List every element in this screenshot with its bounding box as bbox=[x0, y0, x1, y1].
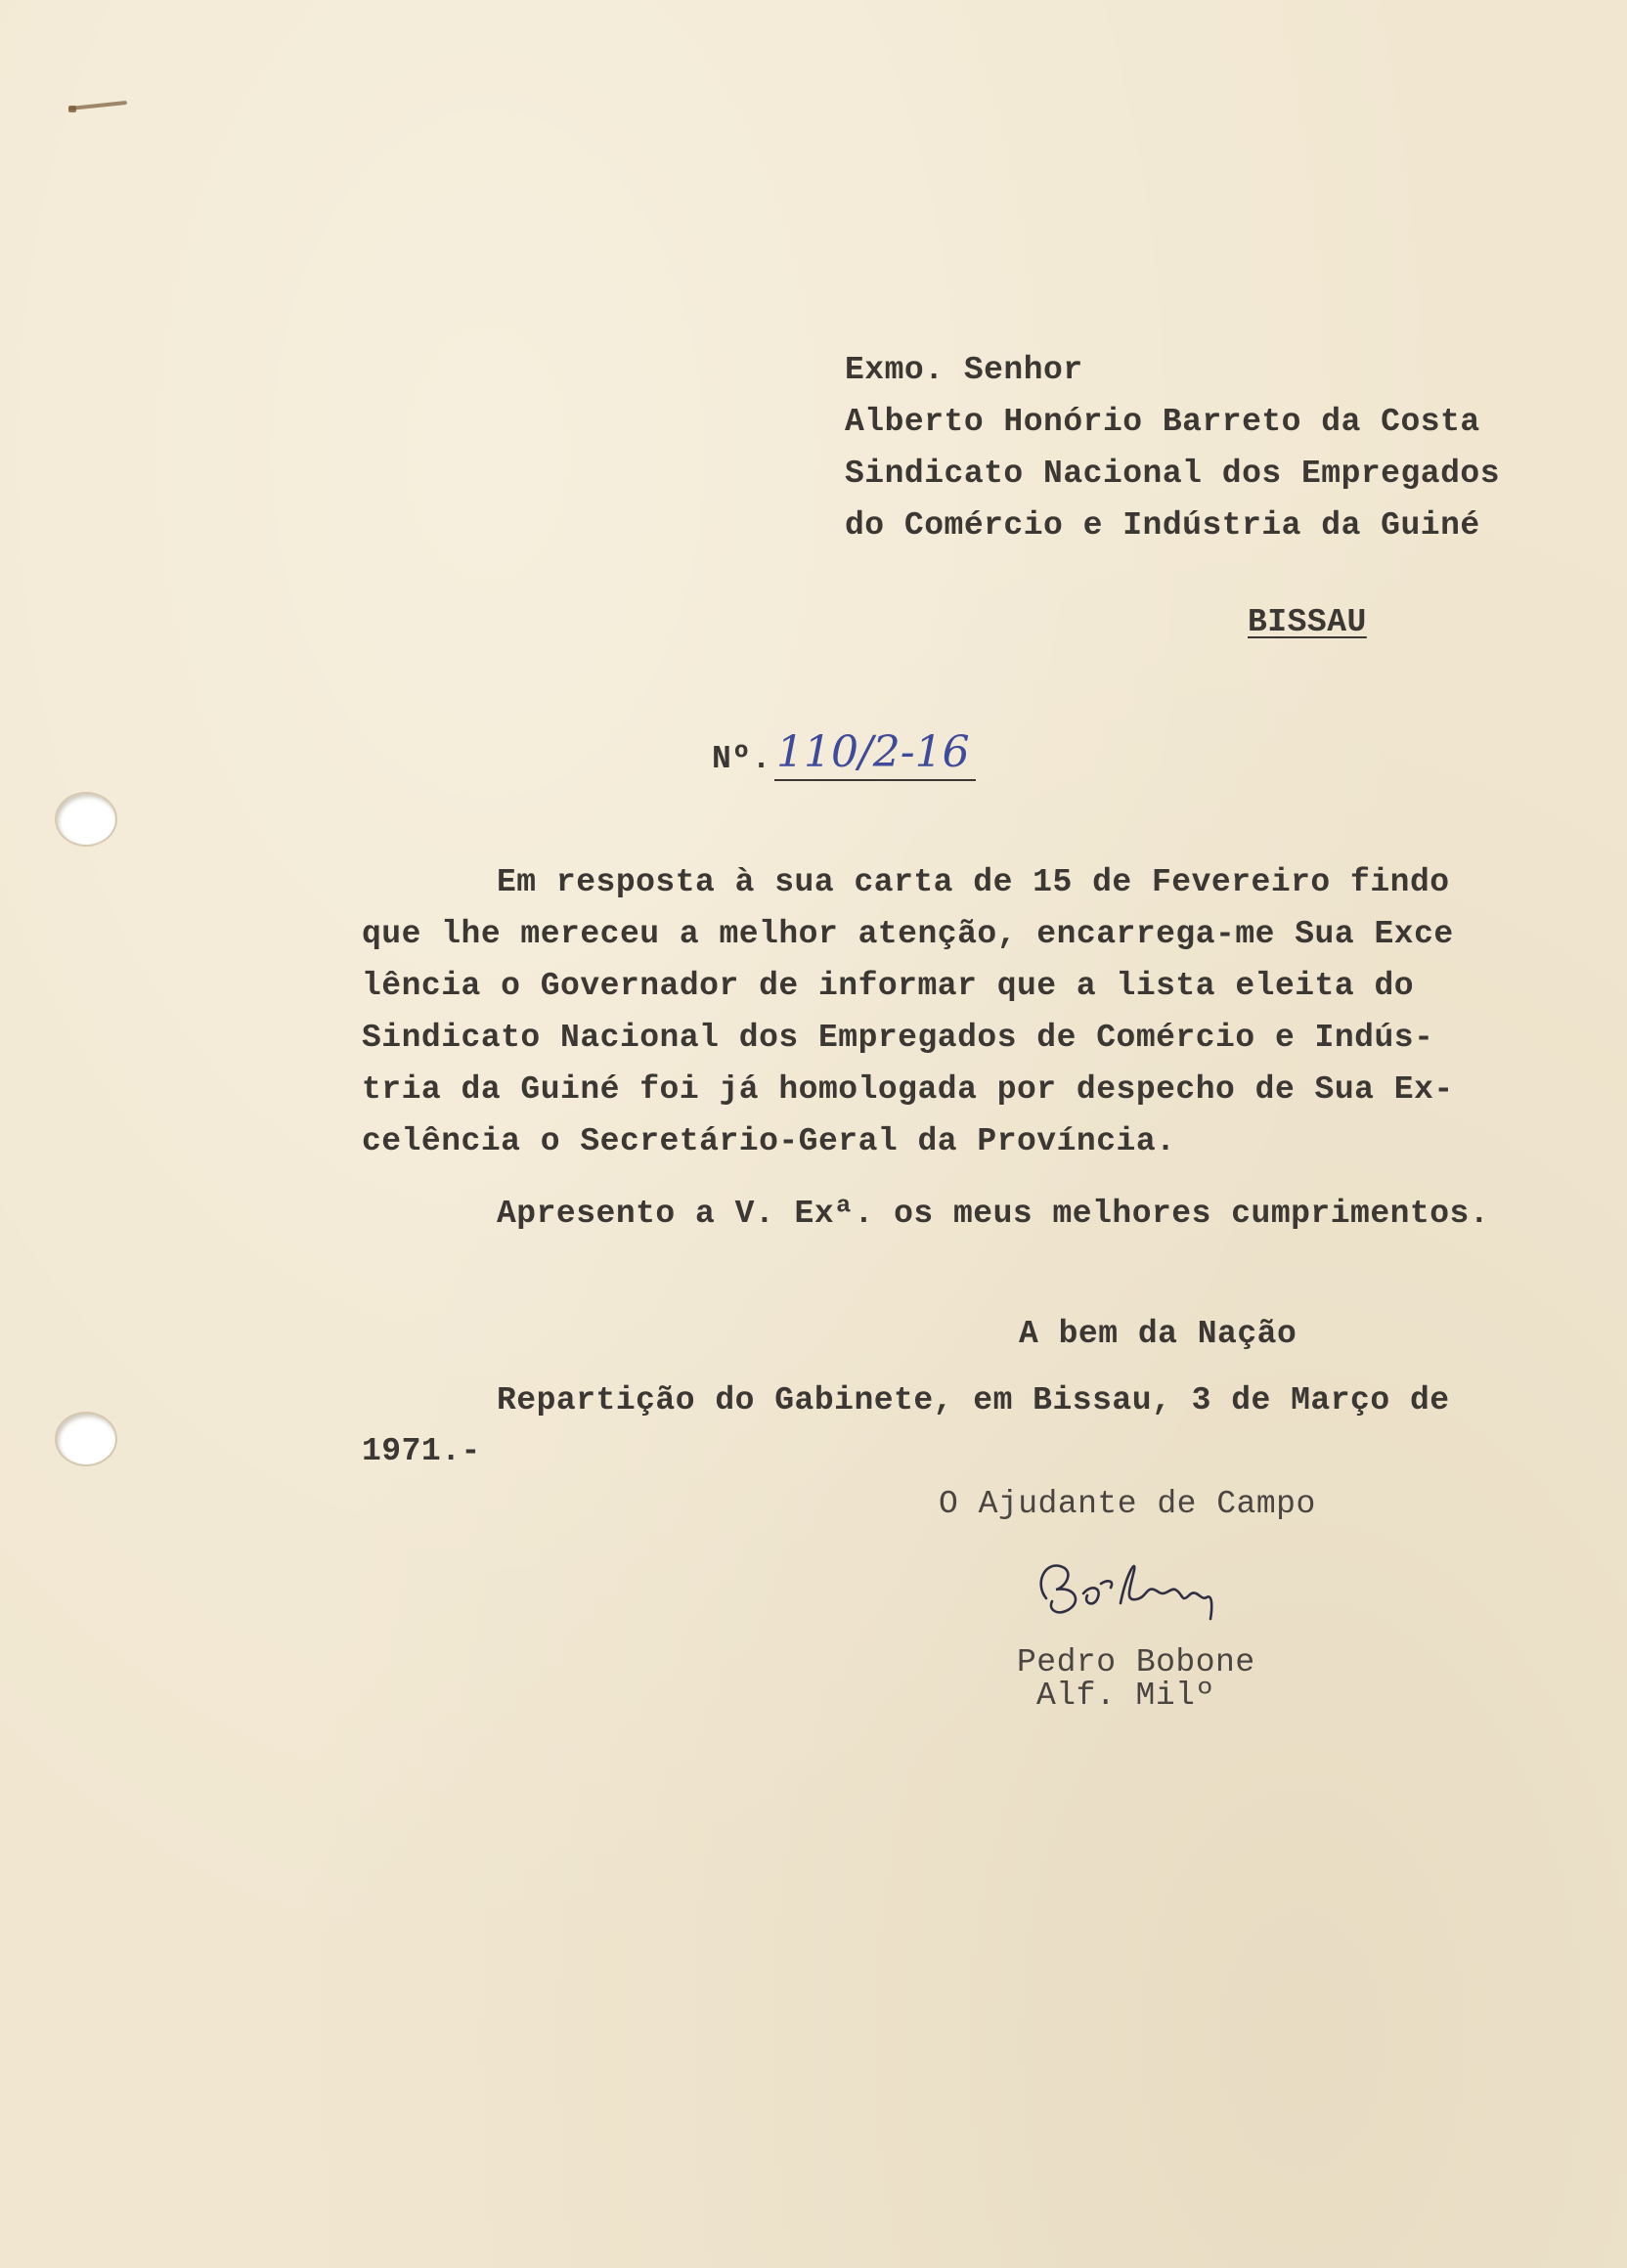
place-date-line1: Repartição do Gabinete, em Bissau, 3 de Março de bbox=[497, 1382, 1450, 1418]
stain-mark bbox=[68, 101, 127, 110]
punch-hole-bottom bbox=[57, 1414, 115, 1464]
signer-role: O Ajudante de Campo bbox=[939, 1486, 1316, 1522]
punch-hole-top bbox=[57, 794, 115, 845]
body-line: Sindicato Nacional dos Empregados de Comércio e Indús- bbox=[362, 1020, 1434, 1056]
body-line: lência o Governador de informar que a lista eleita do bbox=[362, 968, 1415, 1004]
recipient-org-line2: do Comércio e Indústria da Guiné bbox=[845, 507, 1480, 544]
recipient-org-line1: Sindicato Nacional dos Empregados bbox=[845, 456, 1501, 492]
body-closing-greeting: Apresento a V. Exª. os meus melhores cumprimentos. bbox=[497, 1196, 1490, 1232]
reference-number: 110/2-16 bbox=[774, 727, 976, 781]
reference-label: Nº. bbox=[712, 741, 771, 777]
recipient-name: Alberto Honório Barreto da Costa bbox=[845, 404, 1480, 440]
recipient-salutation: Exmo. Senhor bbox=[845, 352, 1083, 388]
handwritten-signature bbox=[1027, 1545, 1261, 1633]
recipient-city: BISSAU bbox=[1248, 604, 1367, 640]
body-line: celência o Secretário-Geral da Província. bbox=[362, 1123, 1176, 1159]
stain-mark bbox=[68, 106, 76, 112]
body-line: que lhe mereceu a melhor atenção, encarrega-me Sua Exce bbox=[362, 916, 1454, 952]
signer-name: Pedro Bobone bbox=[1017, 1644, 1255, 1680]
body-line: tria da Guiné foi já homologada por despecho de Sua Ex- bbox=[362, 1071, 1454, 1108]
place-date-line2: 1971.- bbox=[362, 1433, 481, 1469]
signer-rank: Alf. Milº bbox=[1036, 1678, 1215, 1714]
closing-motto: A bem da Nação bbox=[1019, 1316, 1297, 1352]
body-line: Em resposta à sua carta de 15 de Fevereiro findo bbox=[497, 864, 1450, 900]
